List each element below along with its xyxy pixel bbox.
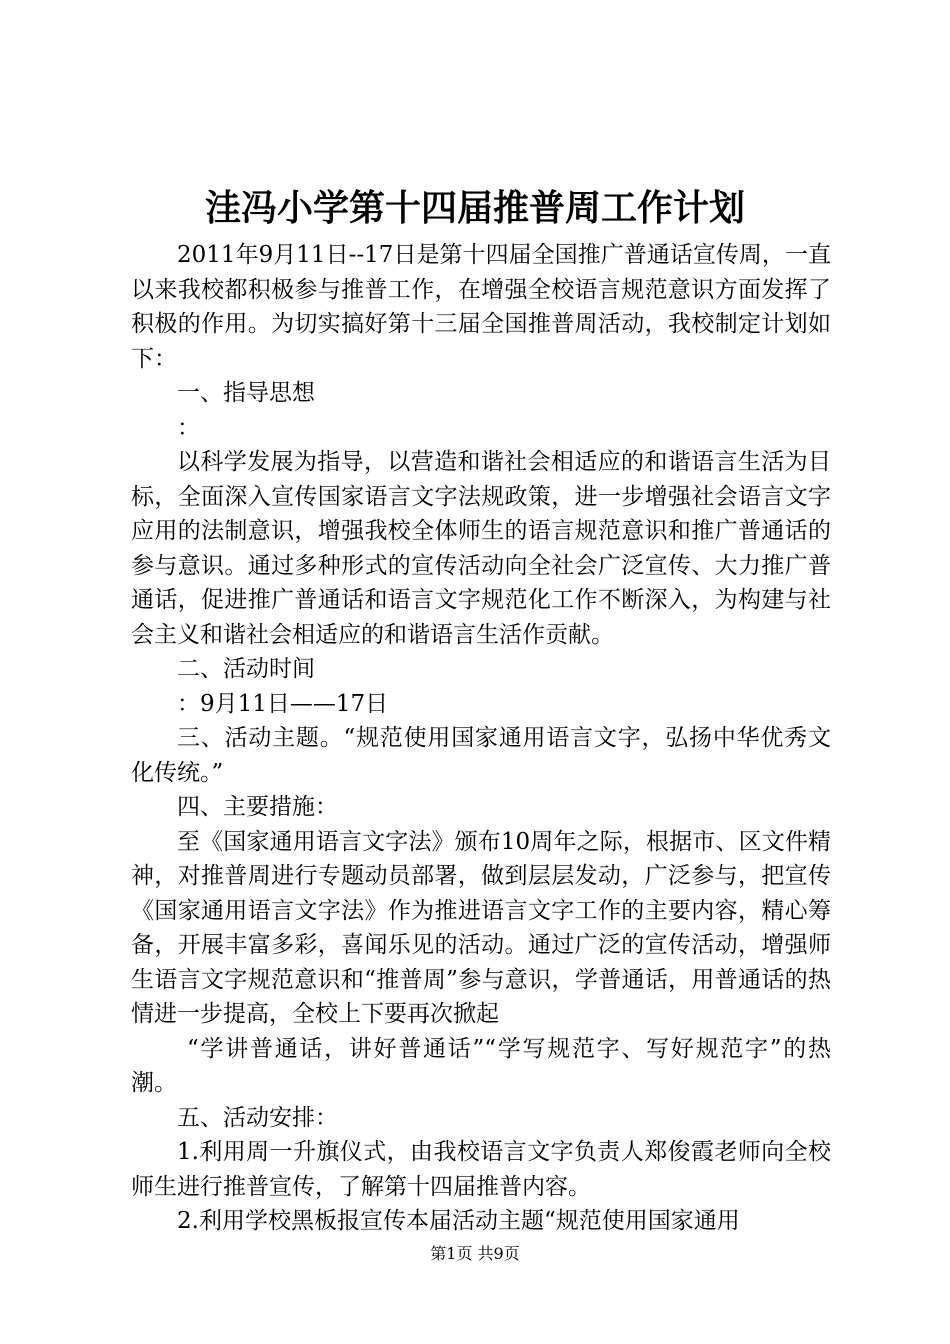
heading-main-measures: 四、主要措施：: [177, 794, 338, 820]
document-body: [131, 238, 831, 1239]
arrangement-item-2: 2.利用学校黑板报宣传本届活动主题“规范使用国家通用: [177, 1208, 740, 1234]
paragraph-measures-slogan: “学讲普通话，讲好普通话”“学写规范字、写好规范字”的热潮。: [131, 1035, 831, 1096]
heading-guiding-thought: 一、指导思想: [177, 380, 315, 406]
paragraph-measures-content: 至《国家通用语言文字法》颁布10周年之际，根据市、区文件精神，对推普周进行专题动员部署，做到层层发动，广泛参与，把宣传《国家通用语言文字法》作为推进语言文字工作的主要内容，精心筹备，开展丰富多彩，喜闻乐见的活动。通过广泛的宣传活动，增强师生语言文字规范意识和“推普周”参与意识，学普通话，用普通话的热情进一步提高，全校上下要再次掀起: [131, 828, 831, 1027]
colon-line: ：: [177, 414, 200, 441]
paragraph-guiding-content: 以科学发展为指导，以营造和谐社会相适应的和谐语言生活为目标，全面深入宣传国家语言文字法规政策，进一步增强社会语言文字应用的法制意识，增强我校全体师生的语言规范意识和推广普通话的参与意识。通过多种形式的宣传活动向全社会广泛宣传、大力推广普通话，促进推广普通话和语言文字规范化工作不断深入，为构建与社会主义和谐社会相适应的和谐语言生活作贡献。: [131, 449, 831, 648]
page-footer: 第1页 共9页: [430, 1244, 520, 1263]
document-title: 洼冯小学第十四届推普周工作计划: [204, 187, 745, 229]
arrangement-item-1: 1.利用周一升旗仪式，由我校语言文字负责人郑俊霞老师向全校师生进行推普宣传，了解第十四届推普内容。: [131, 1139, 831, 1200]
paragraph-intro: 2011年9月11日--17日是第十四届全国推广普通话宣传周，一直以来我校都积极参与推普工作，在增强全校语言规范意识方面发挥了积极的作用。为切实搞好第十三届全国推普周活动，我校制定计划如下：: [131, 242, 831, 372]
heading-activity-time: 二、活动时间: [177, 656, 315, 682]
activity-time-value: ：9月11日——17日: [177, 690, 389, 717]
heading-activity-arrangement: 五、活动安排：: [177, 1104, 338, 1131]
heading-activity-theme: 三、活动主题。“规范使用国家通用语言文字，弘扬中华优秀文化传统。”: [131, 725, 831, 786]
